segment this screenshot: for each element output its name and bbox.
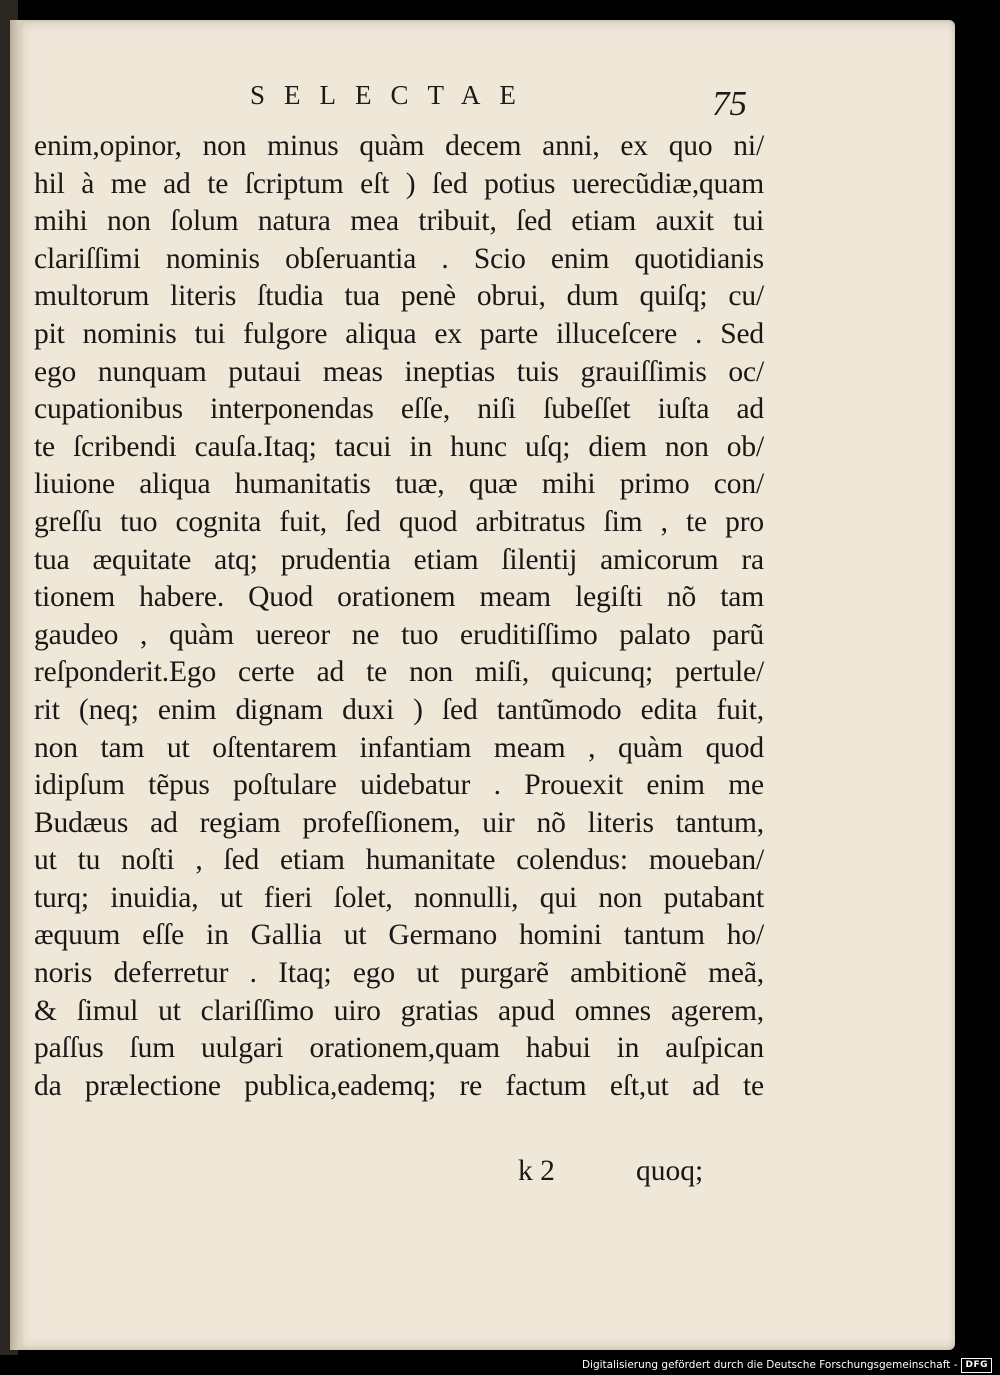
- running-head: SELECTAE: [250, 80, 535, 110]
- text-line: non tam ut oſtentarem infantiam meam , quàm quod: [34, 731, 764, 764]
- text-line: idipſum tẽpus poſtulare uidebatur . Prouexit enim me: [34, 769, 764, 802]
- text-line: noris deferretur . Itaq; ego ut purgarẽ ambitionẽ meã,: [34, 957, 764, 990]
- body-text: [34, 128, 764, 1105]
- text-line: multorum literis ſtudia tua penè obrui, dum quiſq; cu/: [34, 280, 764, 313]
- text-line: liuione aliqua humanitatis tuæ, quæ mihi primo con/: [34, 468, 764, 501]
- text-line: tua æquitate atq; prudentia etiam ſilentij amicorum ra: [34, 543, 764, 576]
- dfg-logo-icon: DFG: [961, 1358, 992, 1373]
- signature-mark: k 2: [518, 1155, 555, 1187]
- page-footer: [34, 1155, 764, 1193]
- text-line: te ſcribendi cauſa.Itaq; tacui in hunc uſq; diem non ob/: [34, 430, 764, 463]
- text-line: enim,opinor, non minus quàm decem anni, ex quo ni/: [34, 130, 764, 162]
- text-line: cupationibus interponendas eſſe, niſi ſubeſſet iuſta ad: [34, 393, 764, 426]
- text-line: da prælectione publica,eademq; re factum eſt,ut ad te: [34, 1069, 764, 1102]
- text-line: æquum eſſe in Gallia ut Germano homini tantum ho/: [34, 919, 764, 952]
- text-line: & ſimul ut clariſſimo uiro gratias apud omnes agerem,: [34, 994, 764, 1027]
- text-line: gaudeo , quàm uereor ne tuo eruditiſſimo palato parũ: [34, 618, 764, 651]
- text-line: turq; inuidia, ut fieri ſolet, nonnulli, qui non putabant: [34, 881, 764, 914]
- text-line: rit (neq; enim dignam duxi ) ſed tantũmodo edita fuit,: [34, 693, 764, 726]
- text-line: hil à me ad te ſcriptum eſt ) ſed potius uerecũdiæ,quam: [34, 167, 764, 200]
- page-number: 75: [712, 84, 747, 123]
- catchword: quoq;: [636, 1155, 704, 1187]
- text-line: reſponderit.Ego certe ad te non miſi, quicunq; pertule/: [34, 656, 764, 689]
- page-gutter-shadow: [10, 20, 24, 1350]
- text-line: ut tu noſti , ſed etiam humanitate colendus: moueban/: [34, 844, 764, 877]
- text-line: Budæus ad regiam profeſſionem, uir nõ literis tantum,: [34, 806, 764, 839]
- text-line: ego nunquam putaui meas ineptias tuis grauiſſimis oc/: [34, 355, 764, 388]
- text-line: mihi non ſolum natura mea tribuit, ſed etiam auxit tui: [34, 205, 764, 238]
- text-line: tionem habere. Quod orationem meam legiſti nõ tam: [34, 581, 764, 614]
- text-line: pit nominis tui fulgore aliqua ex parte illuceſcere . Sed: [34, 317, 764, 350]
- digitization-credit: [582, 1356, 992, 1374]
- text-line: paſſus ſum uulgari orationem,quam habui in auſpican: [34, 1032, 764, 1065]
- credit-text: Digitalisierung gefördert durch die Deutsche Forschungsgemeinschaft -: [581, 1359, 958, 1371]
- text-line: greſſu tuo cognita fuit, ſed quod arbitratus ſim , te pro: [34, 505, 764, 538]
- text-line: clariſſimi nominis obſeruantia . Scio enim quotidianis: [34, 242, 764, 275]
